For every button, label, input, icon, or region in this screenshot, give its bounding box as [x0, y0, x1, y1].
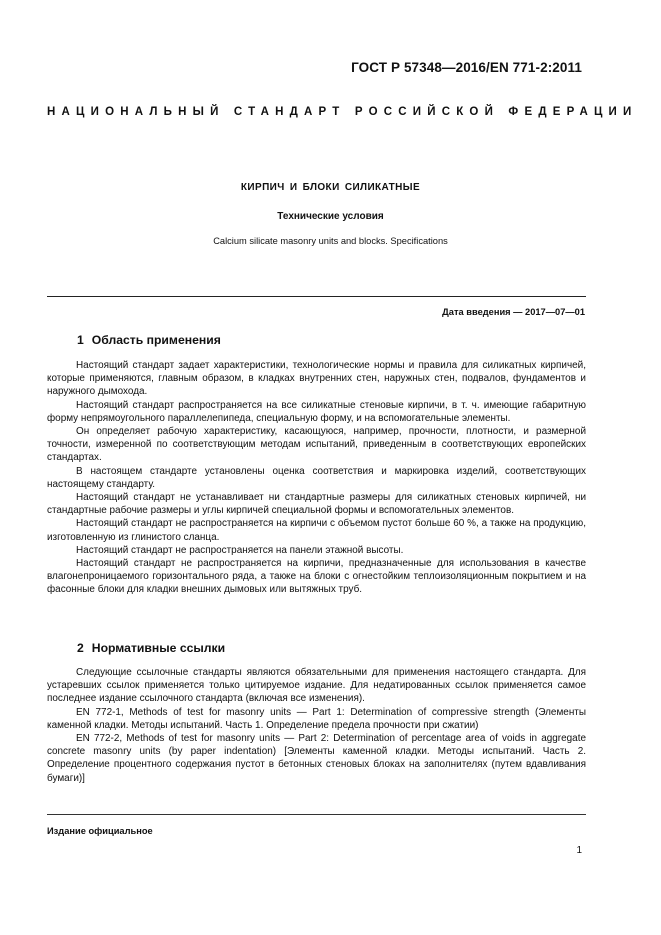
paragraph: Следующие ссылочные стандарты являются обязательными для применения настоящего стандарта. Для устаревших ссылок применяется только цитируемое издание. Для недатированных ссылок применяется самое последнее издание ссылочного стандарта (включая все изменения).: [47, 667, 586, 705]
paragraph: Настоящий стандарт задает характеристики, технологические нормы и правила для силикатных кирпичей, которые применяются, главным образом, в кладках внутренних стен, наружных стен, подвалов, фундаментов и наружного дымохода.: [47, 360, 586, 398]
section-number: 2: [77, 641, 84, 655]
national-standard-heading: НАЦИОНАЛЬНЫЙ СТАНДАРТ РОССИЙСКОЙ ФЕДЕРАЦИИ: [47, 106, 638, 118]
paragraph: Настоящий стандарт не устанавливает ни стандартные размеры для силикатных стеновых кирпичей, ни стандартные рабочие размеры и углы кирпичей специальной формы и вспомогательных элементов.: [47, 492, 586, 517]
document-subtitle: Технические условия: [277, 211, 384, 222]
footer-divider: [47, 814, 586, 815]
document-title: КИРПИЧ И БЛОКИ СИЛИКАТНЫЕ: [240, 182, 421, 193]
section-body-scope: [47, 359, 586, 597]
section-heading-scope: [77, 333, 221, 347]
section-heading-normative-references: [77, 641, 225, 655]
official-edition-note: Издание официальное: [47, 826, 153, 836]
paragraph: В настоящем стандарте установлены оценка соответствия и маркировка изделий, соответствующих настоящему стандарту.: [47, 465, 586, 490]
section-title: Область применения: [91, 333, 221, 347]
title-divider: [47, 296, 586, 297]
reference-entry: EN 772-1, Methods of test for masonry units — Part 1: Determination of compressive strength (Элементы каменной кладки. Методы испытаний. Часть 1. Определение предела прочности при сжатии): [47, 706, 586, 731]
gost-code: ГОСТ Р 57348—2016/EN 771-2:2011: [351, 60, 582, 75]
introduction-date: Дата введения — 2017—07—01: [442, 307, 585, 317]
reference-entry: EN 772-2, Methods of test for masonry units — Part 2: Determination of percentage area of voids in aggregate concrete masonry units (by paper indentation) [Элементы каменной кладки. Методы испытаний. Часть 2. Определение процентного содержания пустот в бетонных стеновых блоках на заполнителях (путем вдавливания бумаги)]: [47, 733, 586, 784]
section-body-normative-references: [47, 666, 586, 785]
paragraph: Настоящий стандарт не распространяется на панели этажной высоты.: [76, 544, 404, 556]
paragraph: Настоящий стандарт не распространяется на кирпичи с объемом пустот больше 60 %, а также на продукцию, изготовленную из глинистого сланца.: [47, 518, 586, 543]
paragraph: Настоящий стандарт распространяется на все силикатные стеновые кирпичи, в т. ч. имеющие габаритную форму непрямоугольного параллелепипеда, специальную форму, и на вспомогательные элементы.: [47, 399, 586, 424]
section-number: 1: [77, 333, 84, 347]
document-title-english: Calcium silicate masonry units and blocks. Specifications: [213, 236, 448, 246]
page-number: 1: [576, 845, 582, 856]
section-title: Нормативные ссылки: [91, 641, 226, 655]
paragraph: Настоящий стандарт не распространяется на кирпичи, предназначенные для использования в качестве влагонепроницаемого горизонтального ряда, а также на блоки с огнестойким теплоизоляционным покрытием и на фасонные блоки для кладки внешних дымовых или вытяжных труб.: [47, 558, 586, 596]
paragraph: Он определяет рабочую характеристику, касающуюся, например, прочности, плотности, и размерной точности, измеренной по соответствующим методам испытаний, приведенным в соответствующих европейских стандартах.: [47, 426, 586, 464]
